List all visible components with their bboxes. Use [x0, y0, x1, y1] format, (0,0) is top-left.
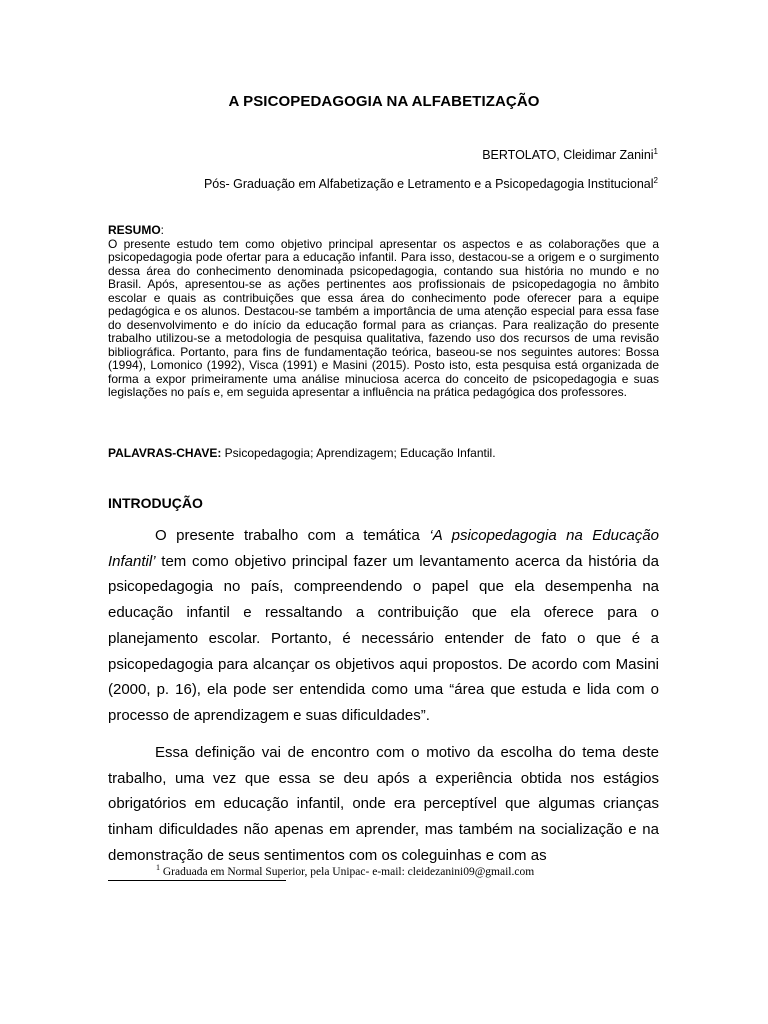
abstract-label: RESUMO — [108, 223, 161, 237]
abstract-text: O presente estudo tem como objetivo principal apresentar os aspectos e as colaborações que a psicopedagogia pode ofertar para a educação infantil. Para isso, destacou-se a origem e o surgimento dessa área do conhecimento denominada psicopedagogia, contando sua história no mundo e no Brasil. Após, apresentou-se as ações pertinentes aos profissionais de psicopedagogia no âmbito escolar e quais as contribuições que essa área do conhecimento pode oferecer para a equipe pedagógica e os alunos. Destacou-se também a importância de uma atenção especial para essa fase do desenvolvimento e do início da educação formal para as crianças. Para realização do presente trabalho utilizou-se a metodologia de pesquisa qualitativa, fazendo uso dos recursos de uma revisão bibliográfica. Portanto, para fins de fundamentação teórica, baseou-se nos seguintes autores: Bossa (1994), Lomonico (1992), Visca (1991) e Masini (2015). Posto isto, esta pesquisa está organizada de forma a expor primeiramente uma análise minuciosa acerca do conceito de psicopedagogia e suas legislações no país e, em seguida apresentar a influência na prática pedagógica dos professores. — [108, 236, 659, 399]
introduction-paragraph-2: Essa definição vai de encontro com o motivo da escolha do tema deste trabalho, uma vez que essa se deu após a experiência obtida nos estágios obrigatórios em educação infantil, onde era perceptível que algumas crianças tinham dificuldades não apenas em aprender, mas também na socialização e na demonstração de seus sentimentos com os coleguinhas e com as — [108, 744, 659, 864]
p1-lead-text: O presente trabalho com a temática — [155, 527, 430, 544]
abstract-label-colon: : — [160, 223, 165, 237]
keywords-text: Psicopedagogia; Aprendizagem; Educação Infantil. — [221, 446, 496, 460]
footnote-separator — [108, 880, 286, 881]
abstract-heading — [108, 224, 659, 238]
affiliation-footnote-mark: 2 — [653, 176, 658, 185]
author-footnote-mark: 1 — [653, 147, 658, 156]
introduction-heading: INTRODUÇÃO — [108, 495, 203, 511]
affiliation-text: Pós- Graduação em Alfabetização e Letramento e a Psicopedagogia Institucional — [203, 177, 654, 191]
author-line — [482, 148, 658, 162]
paper-title: A PSICOPEDAGOGIA NA ALFABETIZAÇÃO — [228, 93, 540, 110]
footnote-mark: 1 — [156, 863, 160, 872]
introduction-paragraph-1 — [108, 523, 659, 729]
p1-body-text: tem como objetivo principal fazer um levantamento acerca da história da psicopedagogia no país, compreendendo o papel que ela desempenha na educação infantil e ressaltando a contribuição que ela oferece para o planejamento escolar. Portanto, é necessário entender de fato o que é a psicopedagogia para alcançar os objetivos aqui propostos. De acordo com Masini (2000, p. 16), ela pode ser entendida como uma “área que estuda e lida com o processo de aprendizagem e suas dificuldades”. — [108, 552, 659, 724]
abstract-block — [108, 224, 659, 400]
keywords-line — [108, 446, 659, 460]
author-name: BERTOLATO, Cleidimar Zanini — [482, 148, 654, 162]
keywords-label: PALAVRAS-CHAVE: — [108, 446, 222, 460]
p1-italic-theme: ‘A psicopedagogia na Educação Infantil’ — [108, 527, 659, 570]
footnote-text: Graduada em Normal Superior, pela Unipac- e-mail: cleidezanini09@gmail.com — [160, 866, 535, 878]
footnote — [156, 863, 535, 878]
affiliation-line — [204, 177, 658, 191]
